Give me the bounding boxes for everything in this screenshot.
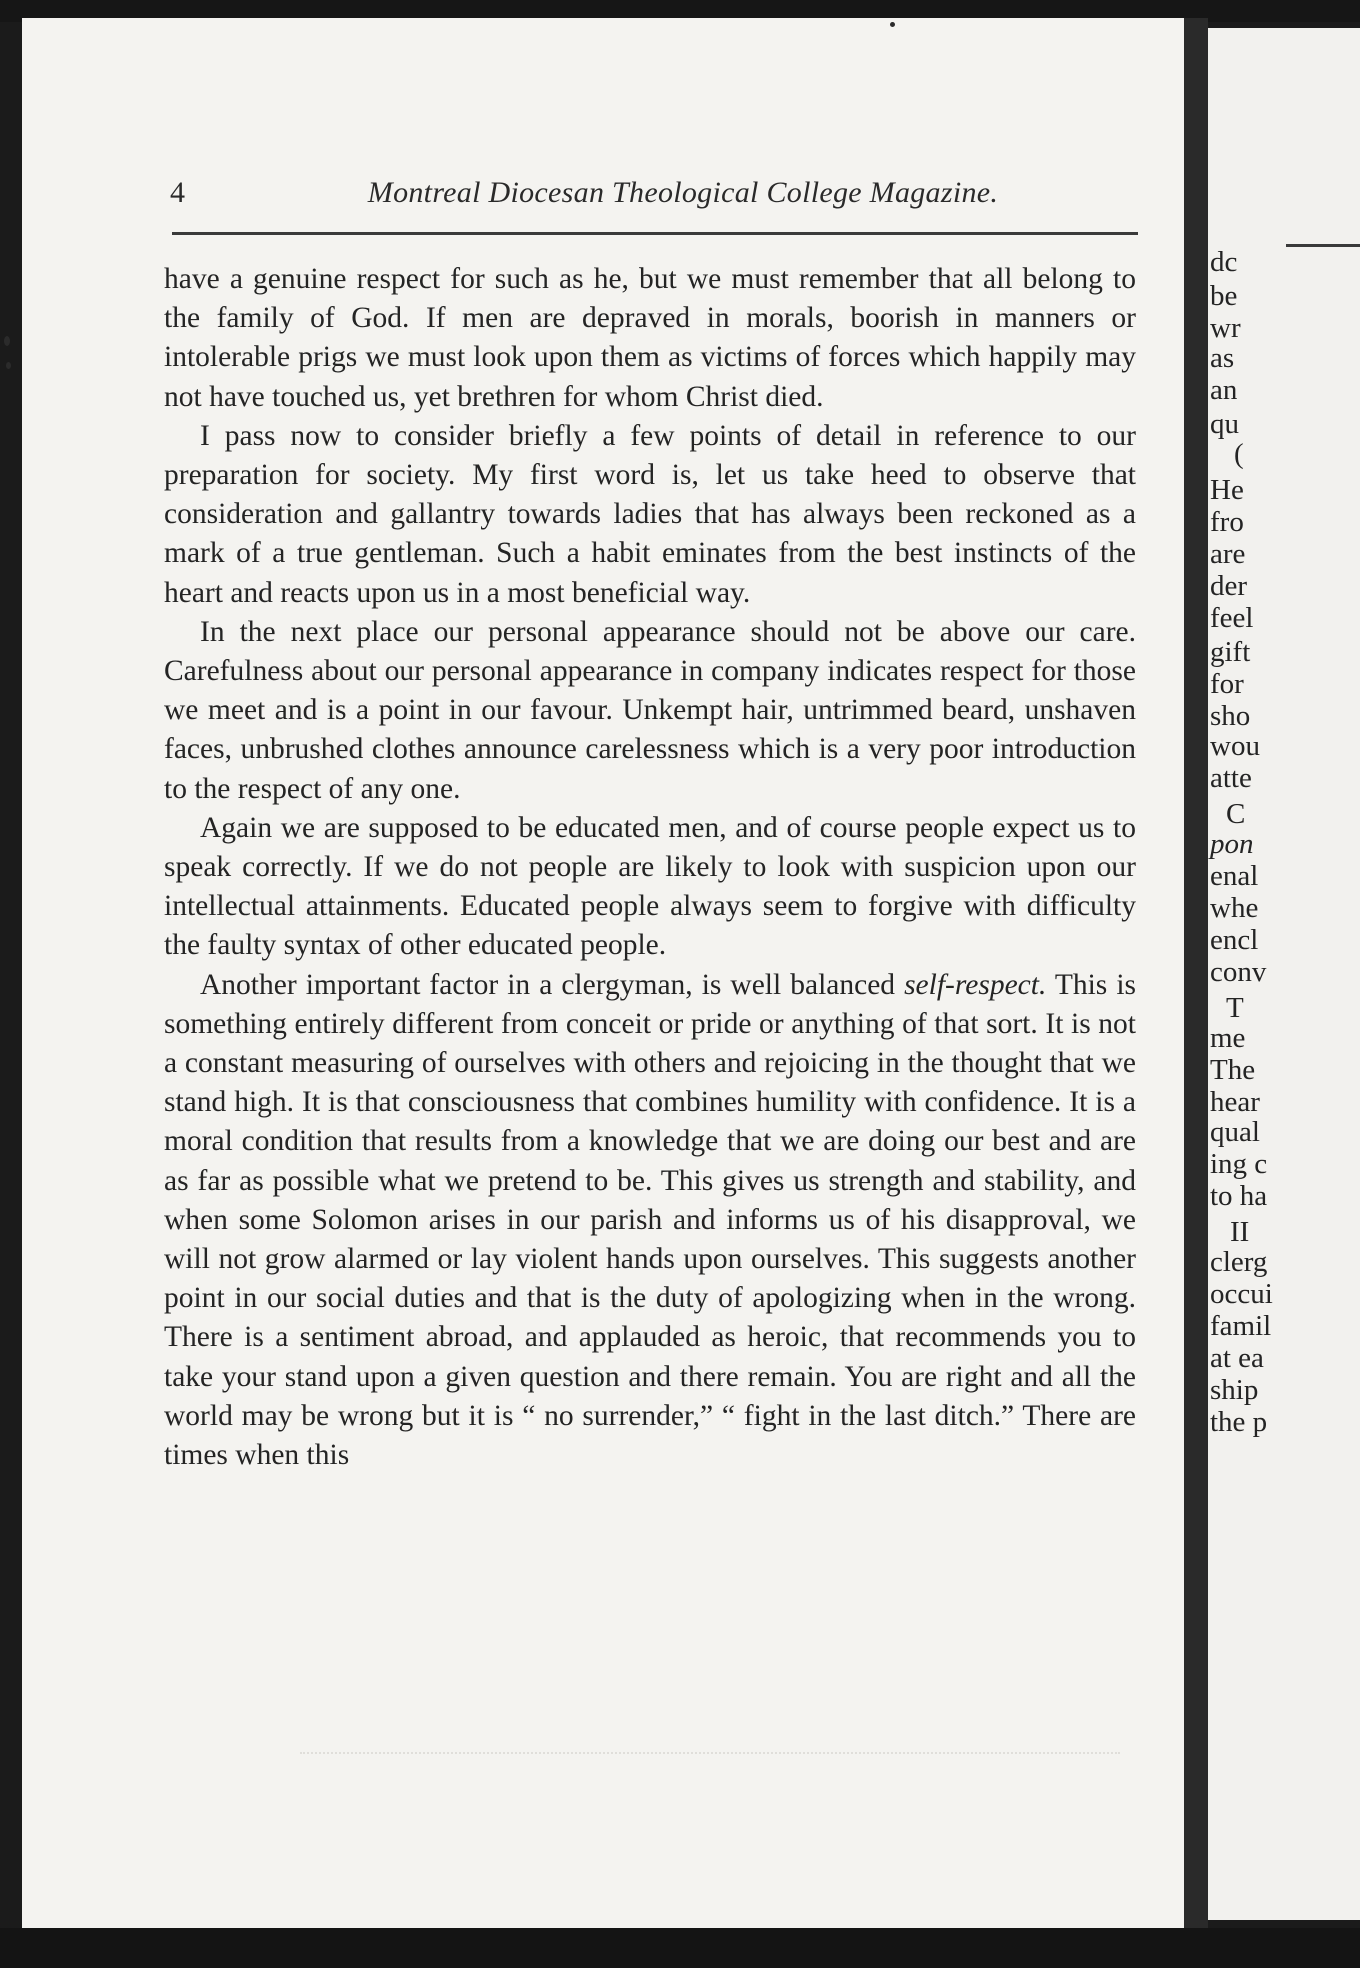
article-body (164, 260, 1136, 1475)
scan-speck (890, 22, 895, 27)
paragraph-text: I pass now to consider briefly a few points of detail in reference to our preparation for society. My first word is, let us take heed to observe that consideration and gallantry towards ladies that has always been reckoned as a mark of a true gentleman. Such a habit eminates from the best instincts of the heart and reacts upon us in a most beneficial way. (164, 419, 1136, 609)
header-rule (172, 232, 1138, 235)
facing-page-fragment: encl (1210, 924, 1259, 956)
facing-page-fragment: an (1210, 374, 1238, 406)
paragraph-text: Another important factor in a clergyman, is well balanced (200, 968, 905, 1001)
facing-page-fragment: qual (1210, 1116, 1260, 1148)
paragraph-text: Again we are supposed to be educated men, and of course people expect us to speak correctly. If we do not people are likely to look with suspicion upon our intellectual attainments. Educated people always seem to forgive with difficulty the faulty syntax of other educated people. (164, 811, 1136, 962)
paragraph-text: have a genuine respect for such as he, but we must remember that all belong to the family of God. If men are depraved in morals, boorish in manners or intolerable prigs we must look upon them as victims of forces which happily may not have touched us, yet brethren for whom Christ died. (164, 263, 1136, 413)
facing-page-fragment: gift (1210, 636, 1251, 668)
body-paragraph (164, 417, 1136, 613)
facing-page-fragment: He (1210, 474, 1244, 506)
facing-page-fragment: be (1210, 280, 1238, 312)
book-gutter (1184, 18, 1208, 1930)
facing-page-fragment: feel (1210, 602, 1254, 634)
facing-page-fragment: dc (1210, 246, 1238, 278)
paragraph-text: This is something entirely different from conceit or pride or anything of that sort. It is not a constant measuring of ourselves with others and rejoicing in the thought that we stand high. It is that consciousness that combines humility with confidence. It is a moral condition that results from a knowledge that we are doing our best and are as far as possible what we pretend to be. This gives us strength and stability, and when some Solomon arises in our parish and informs us of his disapproval, we will not grow alarmed or lay violent hands upon ourselves. This suggests another point in our social duties and that is the duty of apologizing when in the wrong. There is a sentiment abroad, and applauded as heroic, that recommends you to take your stand upon a given question and there remain. You are right and all the world may be wrong but it is “ no surrender,” “ fight in the last ditch.” There are times when this (164, 968, 1136, 1472)
facing-page-fragment: occui (1210, 1278, 1273, 1310)
facing-page-fragment: conv (1210, 956, 1267, 988)
body-paragraph (164, 809, 1136, 966)
facing-page-fragment: famil (1210, 1310, 1272, 1342)
facing-page-fragment: II (1230, 1216, 1250, 1248)
body-paragraph (164, 260, 1136, 417)
facing-page-fragment: ( (1234, 438, 1244, 470)
scan-speck (4, 336, 10, 346)
facing-page-fragment: hear (1210, 1086, 1260, 1118)
facing-page-fragment: pon (1210, 828, 1254, 860)
facing-page-fragment: for (1210, 668, 1244, 700)
facing-page-fragment: wr (1210, 312, 1241, 344)
body-paragraph (164, 966, 1136, 1476)
facing-page-fragment: ing c (1210, 1148, 1268, 1180)
bleed-through-line (300, 1752, 1120, 1764)
italic-text: self-respect. (904, 968, 1047, 1001)
facing-page-fragment: der (1210, 570, 1248, 602)
facing-page-fragment: qu (1210, 408, 1239, 440)
facing-page-fragment: whe (1210, 892, 1259, 924)
facing-page-fragment: atte (1210, 762, 1252, 794)
facing-page-fragment: the p (1210, 1406, 1268, 1438)
facing-page-fragment: ship (1210, 1374, 1259, 1406)
facing-page (1208, 28, 1360, 1920)
facing-page-fragment: T (1226, 992, 1244, 1024)
scan-border-bottom (0, 1928, 1360, 1968)
page-header (170, 170, 1136, 212)
facing-header-rule (1286, 244, 1360, 247)
facing-page-fragment: at ea (1210, 1342, 1264, 1374)
body-paragraph (164, 613, 1136, 809)
facing-page-fragment: sho (1210, 700, 1251, 732)
scan-speck (6, 362, 11, 369)
facing-page-fragment: to ha (1210, 1180, 1268, 1212)
facing-page-fragment: The (1210, 1054, 1256, 1086)
facing-page-fragment: me (1210, 1022, 1246, 1054)
paragraph-text: In the next place our personal appearance should not be above our care. Carefulness about our personal appearance in company indicates respect for those we meet and is a point in our favour. Unkempt hair, untrimmed beard, unshaven faces, unbrushed clothes announce carelessness which is a very poor introduction to the respect of any one. (164, 615, 1136, 805)
facing-page-fragment: C (1226, 798, 1246, 830)
page-number: 4 (170, 176, 185, 209)
facing-page-fragment: enal (1210, 860, 1259, 892)
facing-page-fragment: as (1210, 342, 1235, 374)
running-title: Montreal Diocesan Theological College Magazine. (367, 176, 999, 209)
facing-page-fragment: are (1210, 538, 1246, 570)
facing-page-fragment: clerg (1210, 1246, 1268, 1278)
facing-page-fragment: fro (1210, 506, 1244, 538)
facing-page-fragment: wou (1210, 730, 1260, 762)
